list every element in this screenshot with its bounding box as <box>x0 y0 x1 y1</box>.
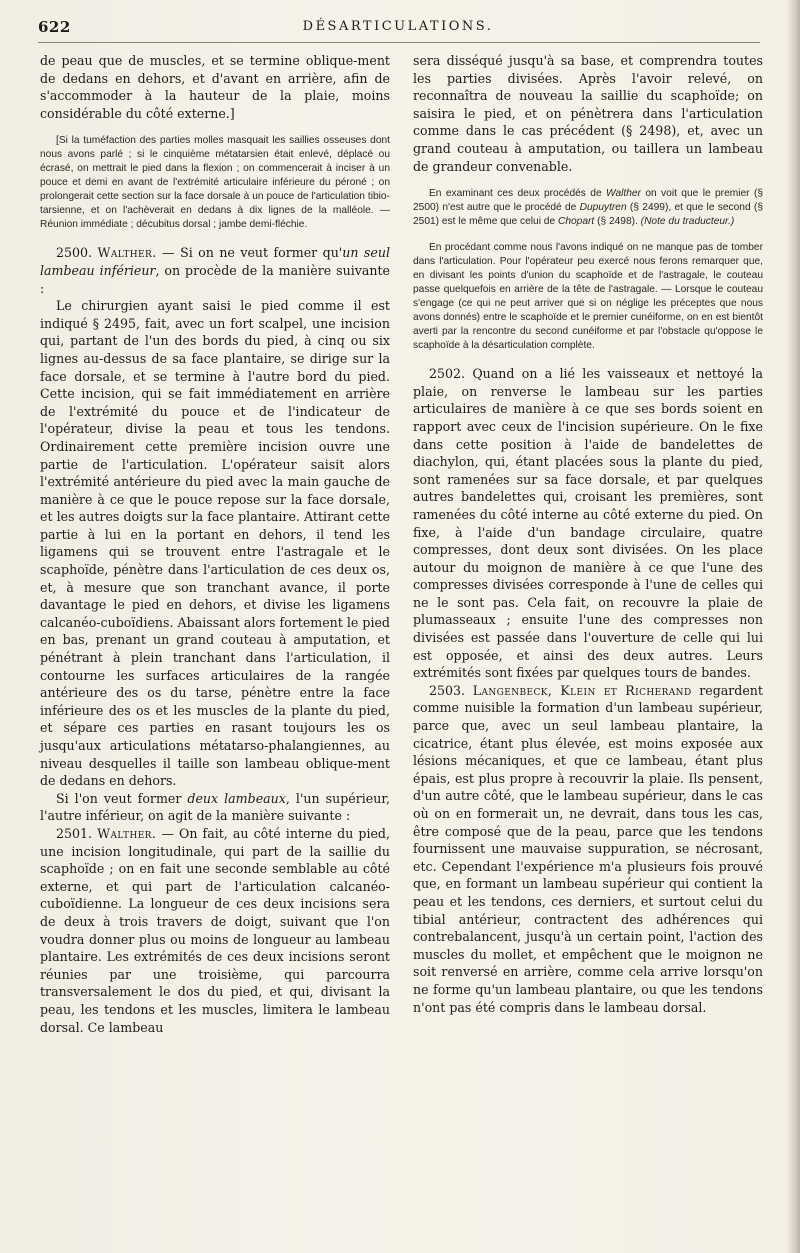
author-name: Walther. <box>97 245 157 261</box>
section-lead-emphasis: un seul lambeau inférieur <box>40 245 390 278</box>
paragraph-continuation: sera disséqué jusqu'à sa base, et comprendra toutes les parties divisées. Après l'avoir relevé, on reconnaîtra de nouveau la saillie du scaphoïde; on saisira le pied, et on pénètrera dans l'articulation comme dans le cas précédent (§ 2498), et, avec un grand couteau à amputation, ou taillera un lambeau de grandeur convenable. <box>413 53 763 174</box>
running-head: DÉSARTICULATIONS. <box>302 19 494 34</box>
translator-credit: (Note du traducteur.) <box>640 216 735 228</box>
section-lead: — Si on ne veut former qu' <box>156 245 343 261</box>
emphasis-deux-lambeaux: deux lambeaux <box>187 790 286 806</box>
section-2500 <box>40 244 390 297</box>
footnote-tumefaction: [Si la tuméfaction des parties molles masquait les saillies osseuses dont nous avons parlé ; si le cinquième métatarsien était enlevé, déplacé ou écrasé, on mettrait le pied dans la flexion ; on commencerait à inciser à un pouce et demi en avant de l'extrémité articulaire inférieure du péroné ; on prolongerait cette section sur la face dorsale à un pouce de l'articulation tibio-tarsienne, et on l'achèverait en dedans à dix lignes de la malléole. — Réunion immédiate ; décubitus dorsal ; jambe demi-fléchie. <box>40 135 390 231</box>
section-text: — On fait, au côté interne du pied, une incision longitudinale, qui part de la saillie du scaphoïde ; on en fait une seconde semblable au côté externe, et qui part de l'articulation calcanéo-cuboïdienne. La longueur de ces deux incisions sera de deux à trois travers de doigt, suivant que l'on voudra donner plus ou moins de longueur au lambeau plantaire. Les extrémités de ces deux incisions seront réunies par une troisième, qui parcourra transversalement le dos du pied, et qui, divisant la peau, les tendons et les muscles, limitera le lambeau dorsal. Ce lambeau <box>40 825 390 1035</box>
author-names: Langenbeck, Klein et Richerand <box>472 682 692 698</box>
section-lead-end: , on procède de la manière suivante : <box>40 262 390 296</box>
text-run: (§ 2499), et que le second (§ 2501) est le même que celui de <box>413 202 763 228</box>
footnote-translator <box>413 187 763 229</box>
header-rule <box>38 42 760 43</box>
section-text: Quand on a lié les vaisseaux et nettoyé la plaie, on renverse le lambeau sur les parties articulaires de manière à ce que ses bords soient en rapport avec ceux de l'incision supérieure. On le fixe dans cette position à l'aide de bandelettes de diachylon, qui, étant placées sous la plante du pied, sont ramenées sur sa face dorsale, et par quelques autres bandelettes qui, croisant les premières, sont ramenées du côté interne au côté externe du pied. On fixe, à l'aide d'un bandage circulaire, quatre compresses, dont deux sont divisées. On les place autour du moignon de manière à ce que l'une des compresses divisées corresponde à l'une de celles qui ne le sont pas. Cela fait, on recouvre la plaie de plumasseaux ; ensuite l'une des compresses non divisées est passée dans l'ouverture de celle qui lui est opposée, et ainsi des deux autres. Leurs extrémités sont fixées par quelques tours de bandes. <box>413 366 763 681</box>
text-run: Si l'on veut former <box>56 790 188 806</box>
text-run: En examinant ces deux procédés de <box>429 188 607 200</box>
section-2502 <box>413 365 763 682</box>
page-number: 622 <box>38 18 71 36</box>
name-dupuytren: Dupuytren <box>579 202 627 214</box>
section-2503 <box>413 682 763 1016</box>
section-number: 2500. <box>56 245 93 261</box>
name-walther: Walther <box>606 188 641 200</box>
section-2501 <box>40 825 390 1036</box>
paragraph-chirurgien: Le chirurgien ayant saisi le pied comme il est indiqué § 2495, fait, avec un fort scalpel, une incision qui, partant de l'un des bords du pied, à cinq ou six lignes au-dessus de sa face plantaire, se dirige sur la face dorsale, et se termine à l'autre bord du pied. Cette incision, qui se fait immédiatement en arrière de l'extrémité du pouce et de l'indicateur de l'opérateur, divise la peau et tous les tendons. Ordinairement cette première incision ouvre une partie de l'articulation. L'opérateur saisit alors l'extrémité antérieure du pied avec la main gauche de manière à ce que le pouce repose sur la face dorsale, et les autres doigts sur la face plantaire. Attirant cette partie à lui en la portant en dehors, il tend les ligamens qui se trouvent entre l'astragale et le scaphoïde, pénètre dans l'articulation de ces deux os, et, à mesure que son tranchant avance, il porte davantage le pied en dehors, et divise les ligamens calcanéo-cuboïdiens. Abaissant alors fortement le pied en bas, prenant un grand couteau à amputation, et pénétrant à plein tranchant dans l'articulation, il contourne les surfaces articulaires de la rangée antérieure des os du tarse, pénètre entre la face inférieure des os et les muscles de la plante du pied, et sépare ces parties en rasant toujours les os jusqu'aux articulations métatarso-phalangiennes, au niveau desquelles il taille son lambeau oblique-ment de dedans en dehors. <box>40 298 390 789</box>
section-number: 2502. <box>429 366 466 382</box>
page-edge-shadow <box>786 0 800 1253</box>
text-run: on voit que le premier (§ 2500) n'est autre que le procédé de <box>413 188 763 214</box>
text-run: , l'un supérieur, l'autre inférieur, on agit de la manière suivante : <box>40 790 390 824</box>
section-number: 2503. <box>429 682 466 698</box>
section-number: 2501. <box>56 825 93 841</box>
page-header <box>38 18 758 42</box>
footnote-articulation: En procédant comme nous l'avons indiqué on ne manque pas de tomber dans l'articulation. Pour l'opérateur peu exercé nous ferons remarquer que, en divisant les points d'union du scaphoïde et de l'astragale, le couteau passe quelquefois en arrière de la tête de l'astragale. — Lorsque le couteau s'engage (ce qui ne peut arriver que si on néglige les préceptes que nous avons donnés) entre le scaphoïde et le premier cunéiforme, on en est bientôt averti par la rencontre du second cunéiforme et par l'obstacle qu'oppose le scaphoïde à la désarticulation complète. <box>413 242 763 352</box>
right-column <box>413 52 763 1016</box>
author-name: Walther. <box>97 825 157 841</box>
text-run: (§ 2498). <box>594 216 641 228</box>
paragraph-continuation: de peau que de muscles, et se termine oblique-ment de dedans en dehors, et d'avant en arrière, afin de s'accommoder à la hauteur de la plaie, moins considérable du côté externe.] <box>40 53 390 121</box>
paragraph-deux-lambeaux <box>40 790 390 825</box>
section-text: regardent comme nuisible la formation d'un lambeau supérieur, parce que, avec un seul lambeau plantaire, la cicatrice, étant plus élevée, est moins exposée aux lésions mécaniques, et que ce lambeau, étant plus épais, est plus propre à recouvrir la plaie. Ils pensent, d'un autre côté, que le lambeau supérieur, dans le cas où on en formerait un, ne devrait, dans tous les cas, être composé que de la peau, parce que les tendons fournissent une mauvaise suppuration, se nécrosant, etc. Cependant l'expérience m'a plusieurs fois prouvé que, en formant un lambeau supérieur qui contient la peau et les tendons, ces derniers, et surtout celui du tibial antérieur, contractent des adhérences qui contrebalancent, jusqu'à un certain point, l'action des muscles du mollet, et empêchent que le moignon ne soit renversé en arrière, comme cela arrive lorsqu'on ne forme qu'un lambeau plantaire, ou que les tendons n'ont pas été compris dans le lambeau dorsal. <box>413 682 763 1015</box>
name-chopart: Chopart <box>557 216 595 228</box>
left-column <box>40 52 390 1036</box>
